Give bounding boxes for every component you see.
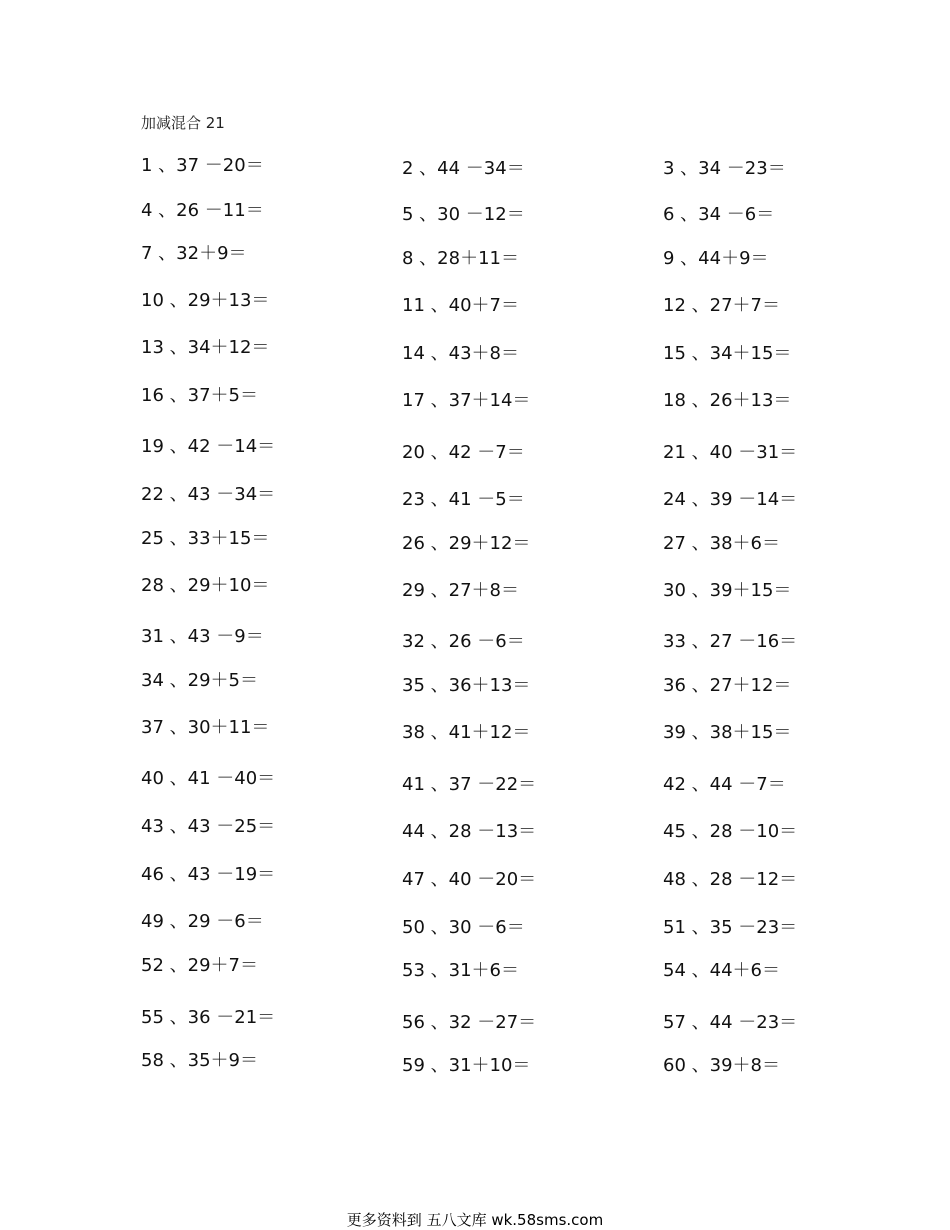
problem-item: 16 、37＋5＝ [141, 385, 258, 406]
problem-item: 39 、38＋15＝ [663, 722, 792, 743]
problem-item: 12 、27＋7＝ [663, 295, 780, 316]
problem-row [0, 199, 950, 223]
problem-row [0, 483, 950, 510]
problem-item: 5 、30 －12＝ [402, 204, 525, 225]
problem-row [0, 716, 950, 743]
problem-item: 59 、31＋10＝ [402, 1055, 531, 1076]
problem-item: 54 、44＋6＝ [663, 960, 780, 981]
problem-row [0, 954, 950, 981]
problem-row [0, 154, 950, 178]
problem-item: 27 、38＋6＝ [663, 533, 780, 554]
problem-item: 31 、43 －9＝ [141, 626, 264, 647]
problem-row [0, 863, 950, 890]
problem-row [0, 336, 950, 364]
problem-item: 42 、44 －7＝ [663, 774, 786, 795]
problem-item: 13 、34＋12＝ [141, 337, 270, 358]
problem-item: 28 、29＋10＝ [141, 575, 270, 596]
problem-row [0, 669, 950, 696]
problem-item: 18 、26＋13＝ [663, 390, 792, 411]
problem-item: 25 、33＋15＝ [141, 528, 270, 549]
problem-item: 24 、39 －14＝ [663, 489, 798, 510]
problem-item: 60 、39＋8＝ [663, 1055, 780, 1076]
problem-item: 2 、44 －34＝ [402, 158, 525, 179]
problem-item: 48 、28 －12＝ [663, 869, 798, 890]
problem-item: 35 、36＋13＝ [402, 675, 531, 696]
problem-item: 50 、30 －6＝ [402, 917, 525, 938]
problem-row [0, 767, 950, 795]
problem-item: 3 、34 －23＝ [663, 158, 786, 179]
problem-item: 29 、27＋8＝ [402, 580, 519, 601]
problem-row [0, 289, 950, 316]
problem-item: 17 、37＋14＝ [402, 390, 531, 411]
problem-item: 53 、31＋6＝ [402, 960, 519, 981]
problem-item: 30 、39＋15＝ [663, 580, 792, 601]
problem-item: 26 、29＋12＝ [402, 533, 531, 554]
problem-row [0, 910, 950, 938]
problem-item: 1 、37 －20＝ [141, 155, 264, 176]
problem-item: 7 、32＋9＝ [141, 243, 247, 264]
problem-item: 10 、29＋13＝ [141, 290, 270, 311]
problem-item: 41 、37 －22＝ [402, 774, 537, 795]
problem-row [0, 625, 950, 652]
problem-item: 33 、27 －16＝ [663, 631, 798, 652]
problem-item: 23 、41 －5＝ [402, 489, 525, 510]
problem-item: 36 、27＋12＝ [663, 675, 792, 696]
problem-row [0, 574, 950, 601]
problem-item: 51 、35 －23＝ [663, 917, 798, 938]
problem-row [0, 527, 950, 554]
problem-item: 20 、42 －7＝ [402, 442, 525, 463]
problem-item: 4 、26 －11＝ [141, 200, 264, 221]
problem-item: 14 、43＋8＝ [402, 343, 519, 364]
problem-item: 47 、40 －20＝ [402, 869, 537, 890]
problem-row [0, 1006, 950, 1033]
problem-item: 57 、44 －23＝ [663, 1012, 798, 1033]
problem-item: 37 、30＋11＝ [141, 717, 270, 738]
problem-item: 40 、41 －40＝ [141, 768, 276, 789]
problem-item: 38 、41＋12＝ [402, 722, 531, 743]
problem-item: 15 、34＋15＝ [663, 343, 792, 364]
problem-item: 44 、28 －13＝ [402, 821, 537, 842]
problem-item: 34 、29＋5＝ [141, 670, 258, 691]
worksheet-title: 加减混合 21 [141, 114, 225, 132]
problem-item: 49 、29 －6＝ [141, 911, 264, 932]
problem-item: 58 、35＋9＝ [141, 1050, 258, 1071]
problem-item: 11 、40＋7＝ [402, 295, 519, 316]
footer-watermark: 更多资料到 五八文库 wk.58sms.com [346, 1211, 604, 1229]
problem-row [0, 384, 950, 411]
problem-item: 55 、36 －21＝ [141, 1007, 276, 1028]
problem-row [0, 435, 950, 463]
problem-item: 9 、44＋9＝ [663, 248, 769, 269]
problem-item: 6 、34 －6＝ [663, 204, 775, 225]
problem-item: 56 、32 －27＝ [402, 1012, 537, 1033]
problem-row [0, 1049, 950, 1076]
problem-row [0, 815, 950, 842]
problem-item: 21 、40 －31＝ [663, 442, 798, 463]
problem-item: 45 、28 －10＝ [663, 821, 798, 842]
problem-row [0, 242, 950, 269]
problem-item: 22 、43 －34＝ [141, 484, 276, 505]
problem-item: 52 、29＋7＝ [141, 955, 258, 976]
problem-item: 8 、28＋11＝ [402, 248, 519, 269]
problem-item: 19 、42 －14＝ [141, 436, 276, 457]
problem-item: 46 、43 －19＝ [141, 864, 276, 885]
problem-item: 43 、43 －25＝ [141, 816, 276, 837]
problem-item: 32 、26 －6＝ [402, 631, 525, 652]
